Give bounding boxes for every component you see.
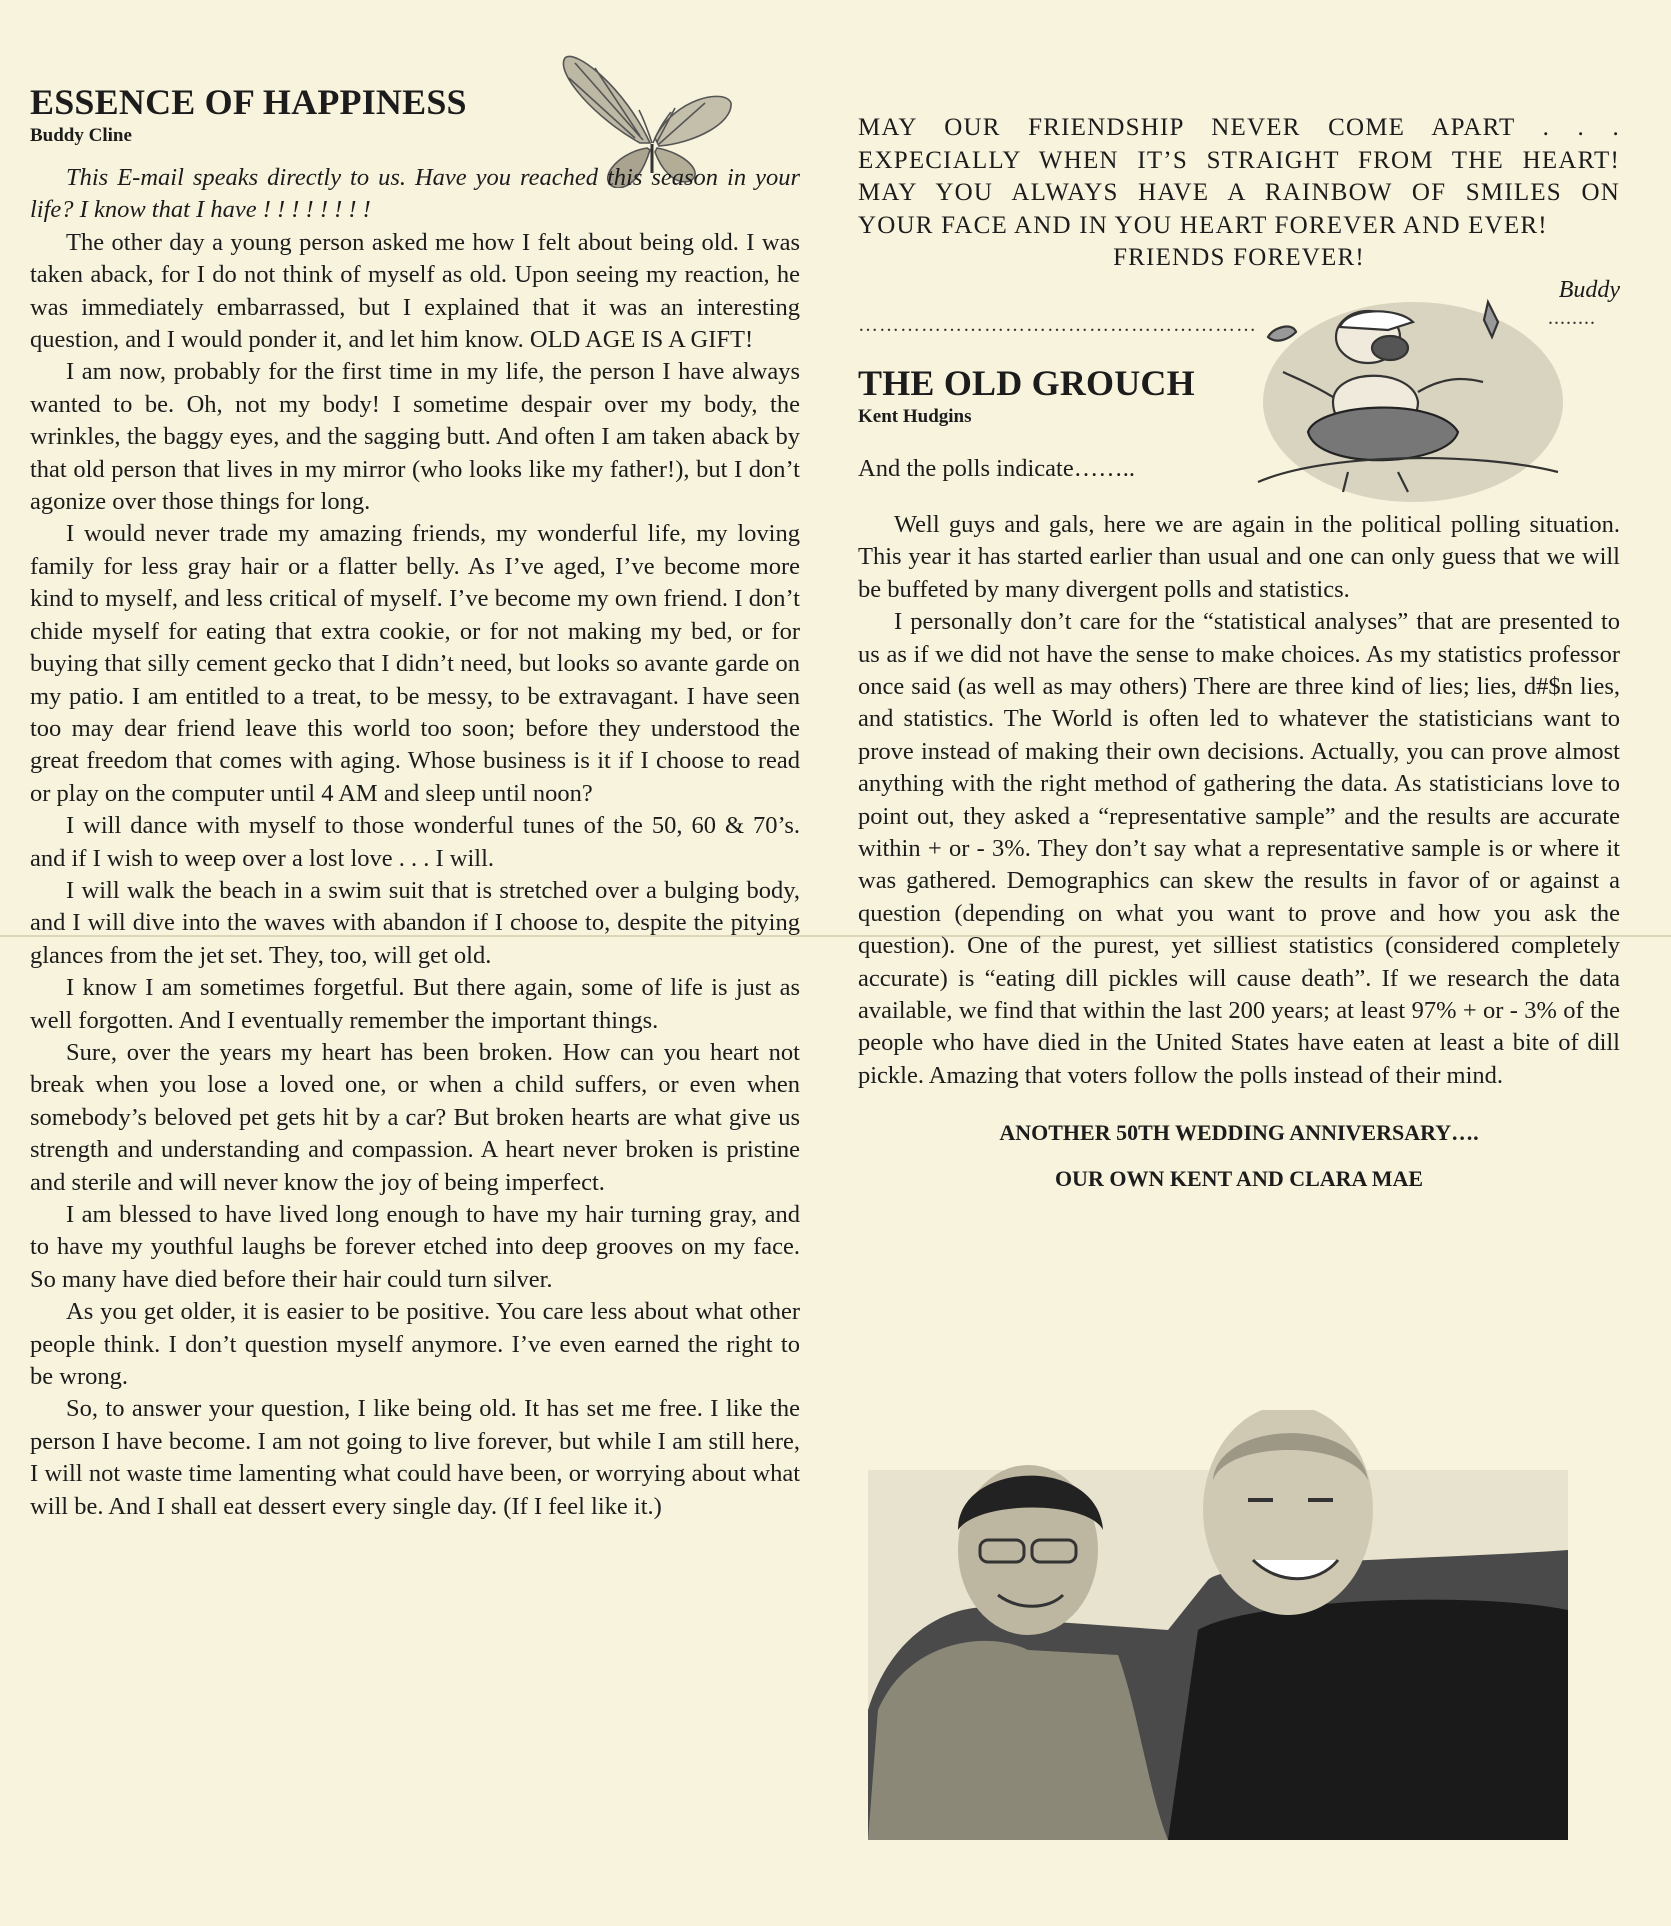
article-intro: This E-mail speaks directly to us. Have you reached this season in your life? I know that I have ! ! ! ! ! ! ! !	[30, 164, 800, 224]
article-paragraph: The other day a young person asked me how I felt about being old. I was taken aback, for I do not think of myself as old. Upon seeing my reaction, he was immediately embarrassed, but I explained that it was an interesting question, and I would ponder it, and let him know. OLD AGE IS A GIFT!	[30, 228, 800, 354]
article-paragraph: Sure, over the years my heart has been broken. How can you heart not break when you lose a loved one, or when a child suffers, or even when somebody’s beloved pet gets hit by a car? But broken hearts are what give us strength and understanding and compassion. A heart never broken is pristine and sterile and will never know the joy of being imperfect.	[30, 1038, 800, 1196]
anniversary-heading	[858, 1110, 1620, 1202]
article-body	[30, 162, 800, 1523]
article-author: Kent Hudgins	[858, 405, 972, 427]
article-body	[858, 509, 1620, 1092]
section-divider: …………………………………………………	[858, 313, 1257, 336]
right-column	[858, 112, 1620, 1202]
verse-line: MAY YOU ALWAYS HAVE A RAINBOW OF SMILES ON	[858, 179, 1620, 207]
anniversary-couple-photo	[868, 1410, 1568, 1840]
article-paragraph: I am blessed to have lived long enough to have my hair turning gray, and to have my youthful laughs be forever etched into deep grooves on my face. So many have died before their hair could turn silver.	[30, 1201, 800, 1293]
article-paragraph: Well guys and gals, here we are again in the political polling situation. This year it has started earlier than usual and one can only guess that we will be buffeted by many divergent polls and statistics.	[858, 510, 1620, 603]
verse-line: YOUR FACE AND IN YOU HEART FOREVER AND EVER!	[858, 211, 1548, 239]
article-paragraph: I will walk the beach in a swim suit that is stretched over a bulging body, and I will dive into the waves with abandon if I choose to, despite the pitying glances from the jet set. They, too, will get old.	[30, 876, 800, 969]
verse-closing: FRIENDS FOREVER!	[1113, 244, 1365, 272]
anniversary-line: OUR OWN KENT AND CLARA MAE	[1054, 1166, 1424, 1192]
article-paragraph: I would never trade my amazing friends, my wonderful life, my loving family for less gray hair or a flatter belly. As I’ve aged, I’ve become more kind to myself, and less critical of myself. I’ve become my own friend. I don’t chide myself for eating that extra cookie, or for not making my bed, or for buying that silly cement gecko that I didn’t need, but looks so avante garde on my patio. I am entitled to a treat, to be messy, to be extravagant. I have seen too may dear friend leave this world too soon; before they understood the great freedom that comes with aging. Whose business is it if I choose to read or play on the computer until 4 AM and sleep until noon?	[30, 520, 800, 807]
article-author: Buddy Cline	[30, 125, 132, 146]
essence-of-happiness-article	[30, 82, 800, 1523]
article-paragraph: I am now, probably for the first time in my life, the person I have always wanted to be. Oh, not my body! I sometime despair over my body, the wrinkles, the baggy eyes, and the sagging butt. And often I am taken aback by that old person that lives in my mirror (who looks like my father!), but I don’t agonize over those things for long.	[30, 358, 800, 516]
verse-signature: Buddy	[1558, 276, 1620, 303]
verse-line: EXPECIALLY WHEN IT’S STRAIGHT FROM THE HEART!	[858, 146, 1620, 174]
article-title: ESSENCE OF HAPPINESS	[30, 82, 467, 122]
verse-line: MAY OUR FRIENDSHIP NEVER COME APART . . .	[858, 114, 1620, 141]
article-lead: And the polls indicate……..	[858, 454, 1135, 482]
article-paragraph: I will dance with myself to those wonderful tunes of the 50, 60 & 70’s. and if I wish to weep over a lost love . . . I will.	[30, 812, 800, 872]
friendship-verse	[858, 112, 1620, 275]
article-paragraph: I know I am sometimes forgetful. But there again, some of life is just as well forgotten. And I eventually remember the important things.	[30, 974, 800, 1034]
old-grouch-article	[858, 363, 1620, 1092]
article-paragraph: As you get older, it is easier to be positive. You care less about what other people think. I don’t question myself anymore. I’ve even earned the right to be wrong.	[30, 1298, 800, 1391]
section-divider-right: ........	[1548, 307, 1596, 329]
article-title: THE OLD GROUCH	[858, 362, 1195, 403]
article-paragraph: I personally don’t care for the “statistical analyses” that are presented to us as if we did not have the sense to make choices. As my statistics professor once said (as well as may others) There are three kind of lies; lies, d#$n lies, and statistics. The World is often led to whatever the statisticians want to prove instead of making their own decisions. Actually, you can prove almost anything with the right method of gathering the data. As statisticians love to point out, they asked a “representative sample” and the results are accurate within + or - 3%. They don’t say what a representative sample is or where it was gathered. Demographics can skew the results in favor of or against a question (depending on what you want to prove and how you ask the question). One of the purest, yet silliest statistics (considered completely accurate) is “eating dill pickles will cause death”. If we research the data available, we find that within the last 200 years; at least 97% + or - 3% of the people who have died in the United States have eaten at least a bite of dill pickle. Amazing that voters follow the polls instead of their mind.	[858, 608, 1620, 1089]
article-paragraph: So, to answer your question, I like being old. It has set me free. I like the person I have become. I am not going to live forever, but while I am still here, I will not waste time lamenting what could have been, or worrying about what will be. And I shall eat dessert every single day. (If I feel like it.)	[30, 1395, 800, 1520]
anniversary-line: ANOTHER 50TH WEDDING ANNIVERSARY….	[999, 1120, 1479, 1146]
